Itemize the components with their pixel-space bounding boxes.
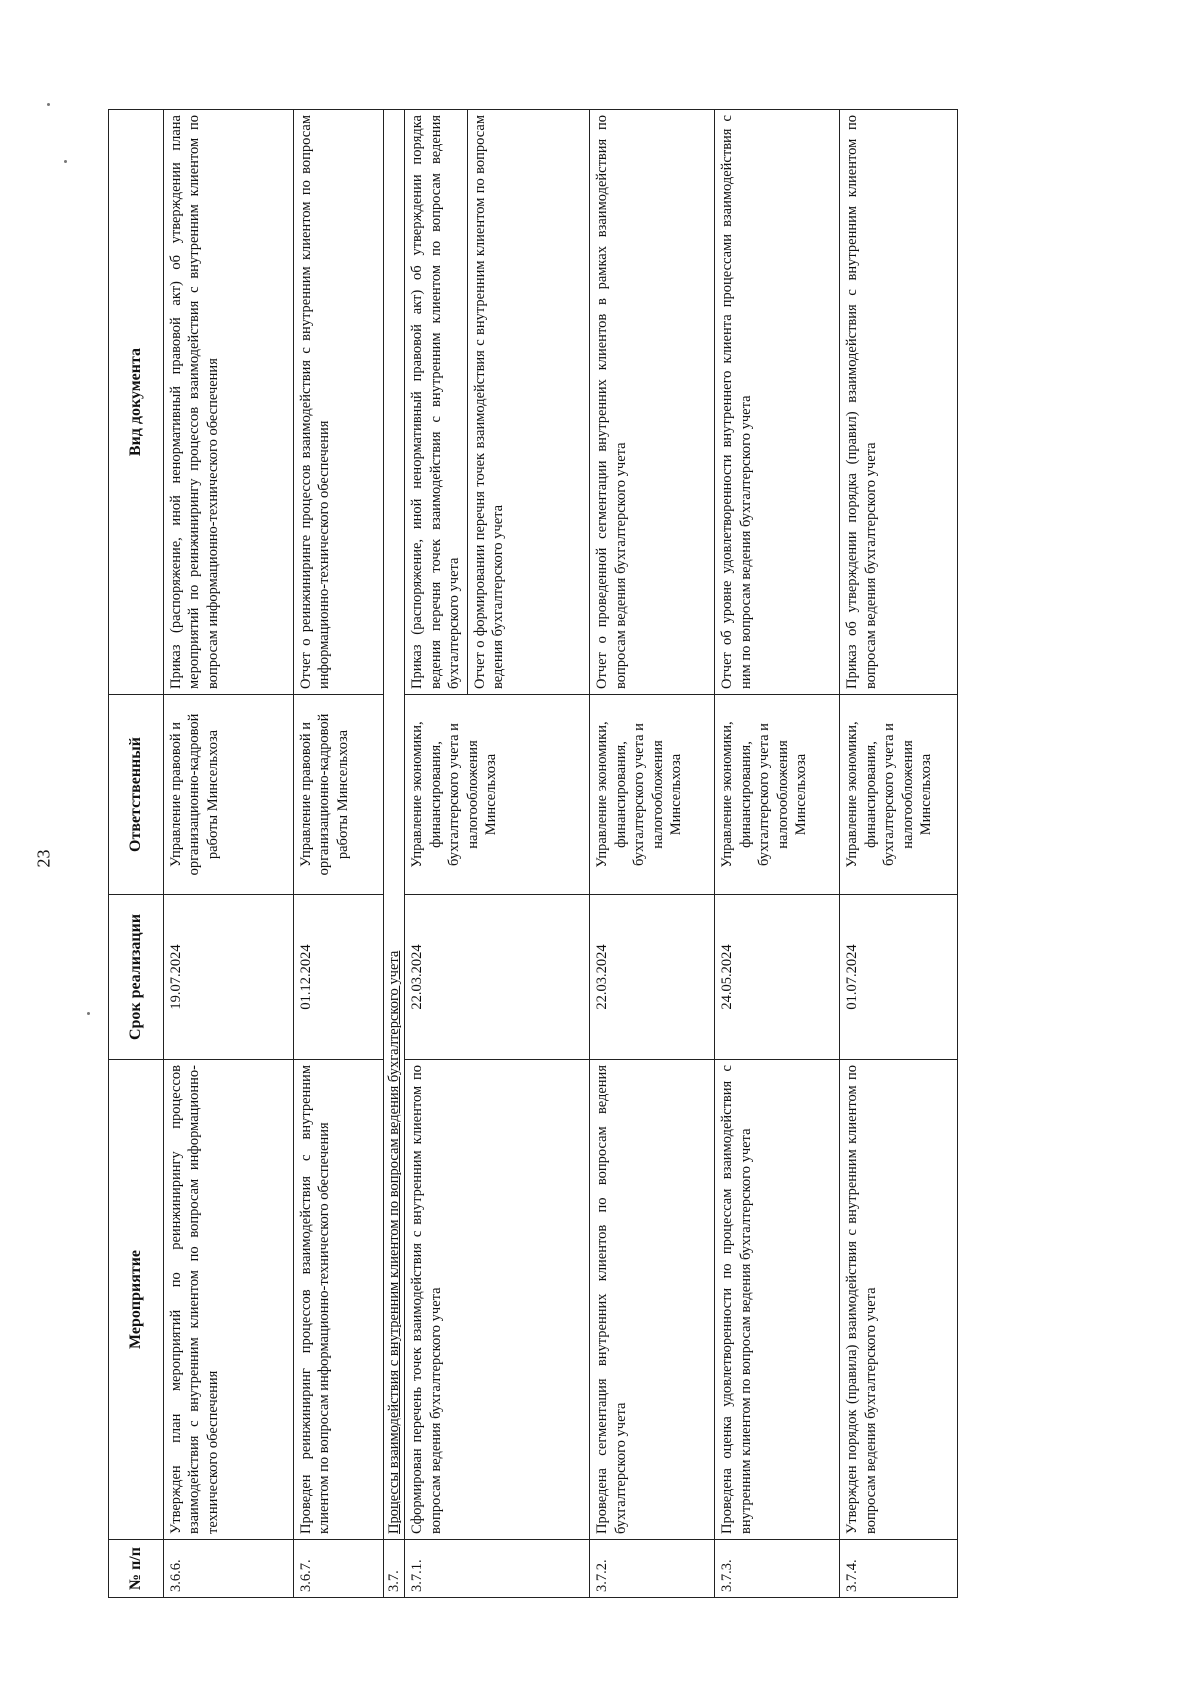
row-deadline: 19.07.2024 bbox=[164, 895, 294, 1060]
row-responsible: Управление правовой и организационно-кадровой работы Минсельхоза bbox=[294, 695, 384, 895]
scan-speck bbox=[87, 1012, 90, 1015]
header-document: Вид документа bbox=[109, 110, 164, 695]
header-num: № п/п bbox=[109, 1540, 164, 1598]
row-deadline: 24.05.2024 bbox=[715, 895, 840, 1060]
table-row bbox=[405, 110, 590, 1598]
row-activity: Проведена сегментация внутренних клиентов по вопросам ведения бухгалтерского учета bbox=[590, 1060, 715, 1540]
row-activity: Утвержден порядок (правила) взаимодействия с внутренним клиентом по вопросам ведения бухгалтерского учета bbox=[840, 1060, 958, 1540]
row-num: 3.7.3. bbox=[715, 1540, 840, 1598]
row-num: 3.6.7. bbox=[294, 1540, 384, 1598]
row-document: Отчет о проведенной сегментации внутренних клиентов в рамках взаимодействия по вопросам ведения бухгалтерского учета bbox=[590, 110, 715, 695]
table-header-row bbox=[109, 110, 164, 1598]
header-responsible: Ответственный bbox=[109, 695, 164, 895]
row-document bbox=[405, 110, 590, 695]
row-num: 3.6.6. bbox=[164, 1540, 294, 1598]
activities-table bbox=[108, 109, 958, 1598]
row-document: Приказ об утверждении порядка (правил) взаимодействия с внутренним клиентом по вопросам ведения бухгалтерского учета bbox=[840, 110, 958, 695]
scan-speck bbox=[47, 103, 50, 106]
row-responsible: Управление экономики, финансирования, бухгалтерского учета и налогообложения Минсельхоза bbox=[715, 695, 840, 895]
row-responsible: Управление экономики, финансирования, бухгалтерского учета и налогообложения Минсельхоза bbox=[840, 695, 958, 895]
table-row bbox=[715, 110, 840, 1598]
document-report: Отчет о формировании перечня точек взаимодействия с внутренним клиентом по вопросам ведения бухгалтерского учета bbox=[467, 110, 511, 694]
table-row bbox=[164, 110, 294, 1598]
row-document: Отчет о реинжиниринге процессов взаимодействия с внутренним клиентом по вопросам информационно-технического обеспечения bbox=[294, 110, 384, 695]
row-activity: Утвержден план мероприятий по реинжинирингу процессов взаимодействия с внутренним клиентом по вопросам информационно-технического обеспечения bbox=[164, 1060, 294, 1540]
section-num: 3.7. bbox=[384, 1540, 405, 1598]
row-activity: Сформирован перечень точек взаимодействия с внутренним клиентом по вопросам ведения бухгалтерского учета bbox=[405, 1060, 590, 1540]
row-num: 3.7.4. bbox=[840, 1540, 958, 1598]
row-document: Отчет об уровне удовлетворенности внутреннего клиента процессами взаимодействия с ним по вопросам ведения бухгалтерского учета bbox=[715, 110, 840, 695]
section-title: Процессы взаимодействия с внутренним клиентом по вопросам ведения бухгалтерского учета bbox=[384, 110, 405, 1540]
row-num: 3.7.1. bbox=[405, 1540, 590, 1598]
table-row bbox=[590, 110, 715, 1598]
row-responsible: Управление правовой и организационно-кадровой работы Минсельхоза bbox=[164, 695, 294, 895]
row-deadline: 22.03.2024 bbox=[590, 895, 715, 1060]
section-row bbox=[384, 110, 405, 1598]
row-activity: Проведена оценка удовлетворенности по процессам взаимодействия с внутренним клиентом по вопросам ведения бухгалтерского учета bbox=[715, 1060, 840, 1540]
activities-table-rotated bbox=[108, 110, 1066, 1598]
row-deadline: 01.07.2024 bbox=[840, 895, 958, 1060]
header-activity: Мероприятие bbox=[109, 1060, 164, 1540]
row-activity: Проведен реинжиниринг процессов взаимодействия с внутренним клиентом по вопросам информационно-технического обеспечения bbox=[294, 1060, 384, 1540]
document-order: Приказ (распоряжение, иной ненормативный правовой акт) об утверждении порядка ведения перечня точек взаимодействия с внутренним клиентом по вопросам ведения бухгалтерского учета bbox=[409, 115, 463, 689]
row-num: 3.7.2. bbox=[590, 1540, 715, 1598]
row-document: Приказ (распоряжение, иной ненормативный правовой акт) об утверждении плана мероприятий по реинжинирингу процессов взаимодействия с внутренним клиентом по вопросам информационно-технического обеспечения bbox=[164, 110, 294, 695]
table-row bbox=[294, 110, 384, 1598]
page-number: 23 bbox=[33, 849, 54, 868]
row-deadline: 01.12.2024 bbox=[294, 895, 384, 1060]
row-deadline: 22.03.2024 bbox=[405, 895, 590, 1060]
header-deadline: Срок реализации bbox=[109, 895, 164, 1060]
table-row bbox=[840, 110, 958, 1598]
scan-speck bbox=[64, 160, 67, 163]
row-responsible: Управление экономики, финансирования, бухгалтерского учета и налогообложения Минсельхоза bbox=[590, 695, 715, 895]
row-responsible: Управление экономики, финансирования, бухгалтерского учета и налогообложения Минсельхоза bbox=[405, 695, 590, 895]
